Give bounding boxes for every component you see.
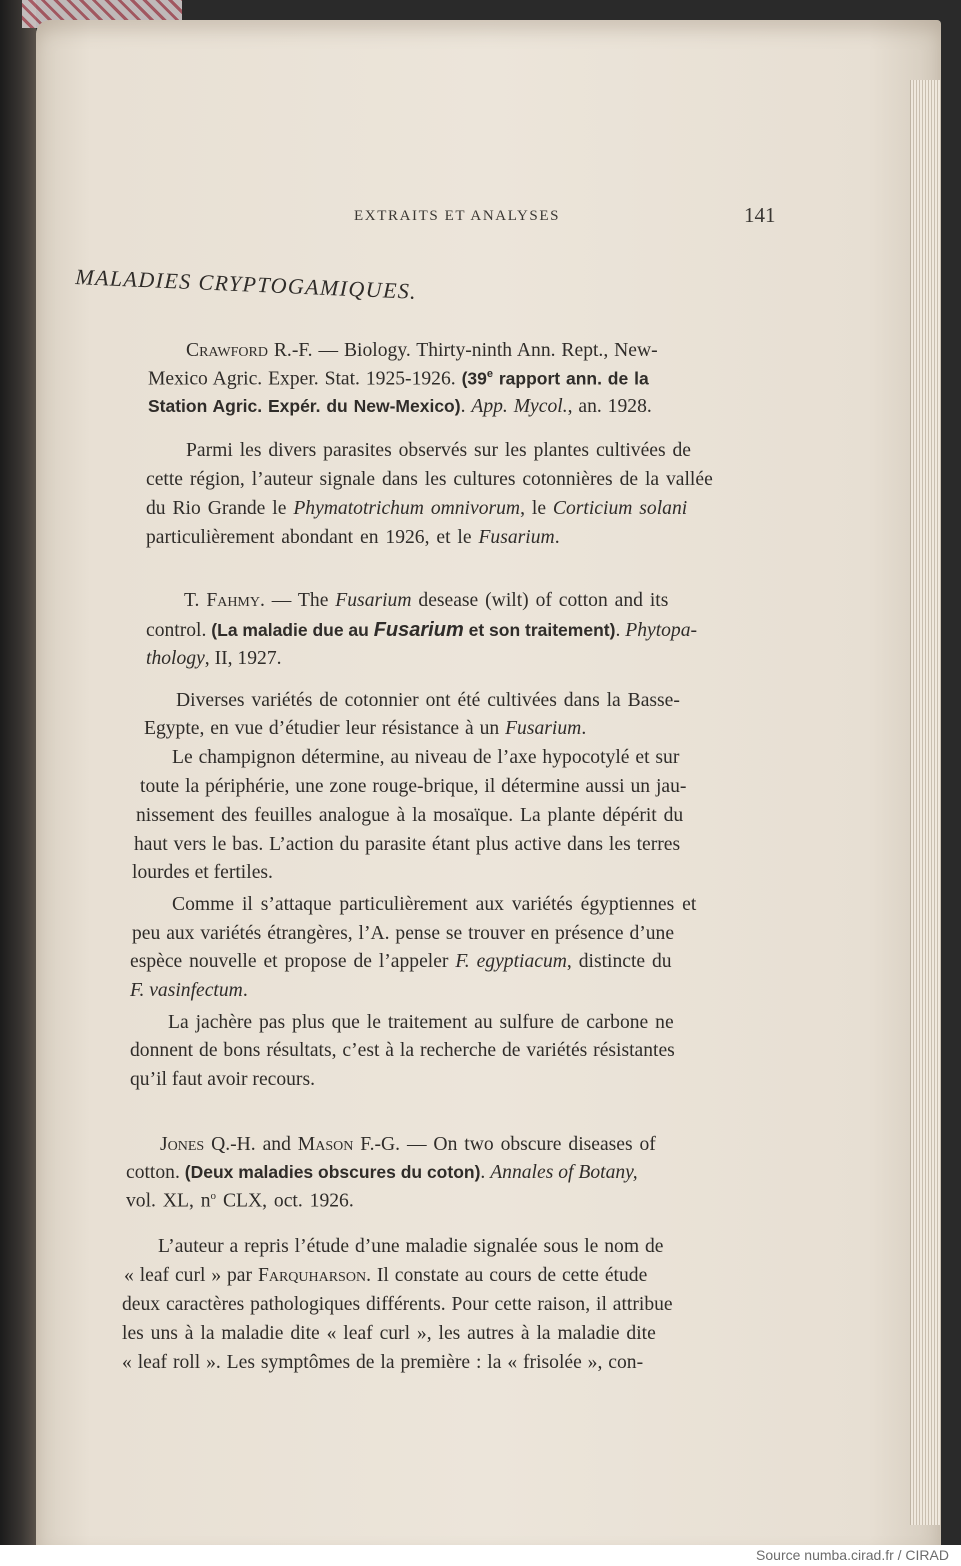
species-name: Fusarium [505, 718, 582, 739]
paragraph-line: cette région, l’auteur signale dans les cultures cotonnières de la vallée [146, 469, 713, 490]
author-name: Fahmy [206, 590, 260, 611]
french-title: et son traitement) [463, 620, 616, 640]
text: , distincte du [566, 951, 672, 972]
paragraph-line: deux caractères pathologiques différents. Pour cette raison, il attribue [122, 1294, 673, 1315]
citation-line [184, 590, 668, 612]
text: . [242, 980, 248, 1001]
author-name: Farquharson [257, 1265, 367, 1286]
paragraph-line [146, 527, 560, 549]
french-title: Station Agric. Expér. du New-Mexico) [148, 396, 461, 416]
page-number: 141 [744, 203, 776, 227]
citation-text: F.-G. — On two obscure diseases of [353, 1134, 656, 1155]
citation-text: Q.-H. and [204, 1134, 298, 1155]
paragraph-line [130, 951, 672, 973]
species-name: F. egyptiacum [455, 951, 567, 972]
superscript: o [210, 1190, 217, 1202]
species-name: Fusarium [478, 527, 555, 548]
citation-line [148, 396, 652, 418]
paragraph-line: Le champignon détermine, au niveau de l’axe hypocotylé et sur [172, 747, 680, 768]
species-name: Phymatotrichum omnivorum [293, 498, 521, 519]
paragraph-line: les uns à la maladie dite « leaf curl », les autres à la maladie dite [122, 1323, 656, 1344]
journal-name: Annales of Botany, [490, 1162, 638, 1183]
text: « leaf curl » par [124, 1265, 258, 1286]
text: du Rio Grande le [146, 498, 294, 519]
citation-text: . [480, 1162, 491, 1183]
citation-text: . [615, 620, 626, 641]
citation-line [146, 619, 697, 642]
paragraph-line: Parmi les divers parasites observés sur les plantes cultivées de [186, 440, 691, 461]
text: Egypte, en vue d’étudier leur résistance à un [144, 718, 506, 739]
paragraph-line [130, 980, 248, 1002]
footer [0, 1545, 961, 1566]
citation-line [146, 648, 282, 670]
citation-line [160, 1134, 656, 1156]
citation-text: desease (wilt) of cotton and its [411, 590, 669, 611]
author-name: Mason [297, 1134, 354, 1155]
paragraph-line: lourdes et fertiles. [132, 862, 273, 883]
citation-text: vol. XL, n [126, 1190, 211, 1212]
french-title: rapport ann. de la [492, 368, 649, 389]
citation-line [186, 340, 658, 362]
citation-text: cotton. [126, 1162, 185, 1183]
citation-text: . [460, 396, 472, 417]
paragraph-line: nissement des feuilles analogue à la mosaïque. La plante dépérit du [136, 805, 684, 826]
text: espèce nouvelle et propose de l’appeler [130, 951, 456, 972]
citation-text: , an. 1928. [567, 396, 652, 417]
citation-text: control. [146, 620, 212, 641]
french-title: (La maladie due au [211, 620, 374, 640]
paragraph-line: La jachère pas plus que le traitement au sulfure de carbone ne [168, 1012, 674, 1033]
citation-text: Mexico Agric. Exper. Stat. 1925-1926. [148, 368, 462, 390]
paragraph-line: Comme il s’attaque particulièrement aux variétés égyptiennes et [172, 894, 697, 915]
text: . [554, 527, 560, 548]
citation-line [126, 1190, 354, 1213]
author-name: Jones [160, 1134, 205, 1155]
french-title: (Deux maladies obscures du coton) [184, 1162, 481, 1182]
citation-line [126, 1162, 638, 1184]
species-name: Fusarium [335, 590, 412, 611]
paragraph-line: qu’il faut avoir recours. [130, 1069, 315, 1090]
citation-text: CLX, oct. 1926. [216, 1190, 354, 1212]
text: . [581, 718, 587, 739]
citation-text: , II, 1927. [204, 648, 282, 669]
citation-line [148, 368, 649, 391]
species-name: Corticium solani [552, 498, 688, 519]
species-name: Fusarium [373, 619, 464, 641]
french-title: (39 [461, 368, 487, 389]
paragraph-line: L’auteur a repris l’étude d’une maladie signalée sous le nom de [158, 1236, 664, 1257]
citation-text: T. [184, 590, 207, 611]
author-name: Crawford [186, 340, 268, 361]
running-head: EXTRAITS ET ANALYSES [354, 208, 561, 224]
paragraph-line: toute la périphérie, une zone rouge-brique, il détermine aussi un jau- [140, 776, 687, 797]
paragraph-line [124, 1265, 647, 1287]
journal-name: App. Mycol. [471, 396, 568, 417]
paragraph-line: peu aux variétés étrangères, l’A. pense se trouver en présence d’une [132, 923, 675, 944]
journal-name: thology [146, 648, 205, 669]
paragraph-line: donnent de bons résultats, c’est à la recherche de variétés résistantes [130, 1040, 675, 1061]
source-credit: Source numba.cirad.fr / CIRAD [756, 1547, 949, 1563]
journal-name: Phytopa- [625, 620, 698, 641]
section-title: MALADIES CRYPTOGAMIQUES. [74, 264, 418, 304]
paragraph-line: « leaf roll ». Les symptômes de la première : la « frisolée », con- [122, 1352, 644, 1373]
text: particulièrement abondant en 1926, et le [146, 527, 479, 548]
citation-text: R.-F. — Biology. Thirty-ninth Ann. Rept., New- [267, 340, 658, 361]
superscript: e [486, 368, 493, 380]
text: , le [520, 498, 553, 519]
paragraph-line: Diverses variétés de cotonnier ont été cultivées dans la Basse- [176, 690, 680, 711]
paragraph-line [146, 498, 687, 520]
text: . Il constate au cours de cette étude [366, 1265, 648, 1286]
citation-text: . — The [260, 590, 336, 611]
paragraph-line: haut vers le bas. L’action du parasite étant plus active dans les terres [134, 834, 681, 855]
paragraph-line [144, 718, 586, 740]
species-name: F. vasinfectum [130, 980, 243, 1001]
